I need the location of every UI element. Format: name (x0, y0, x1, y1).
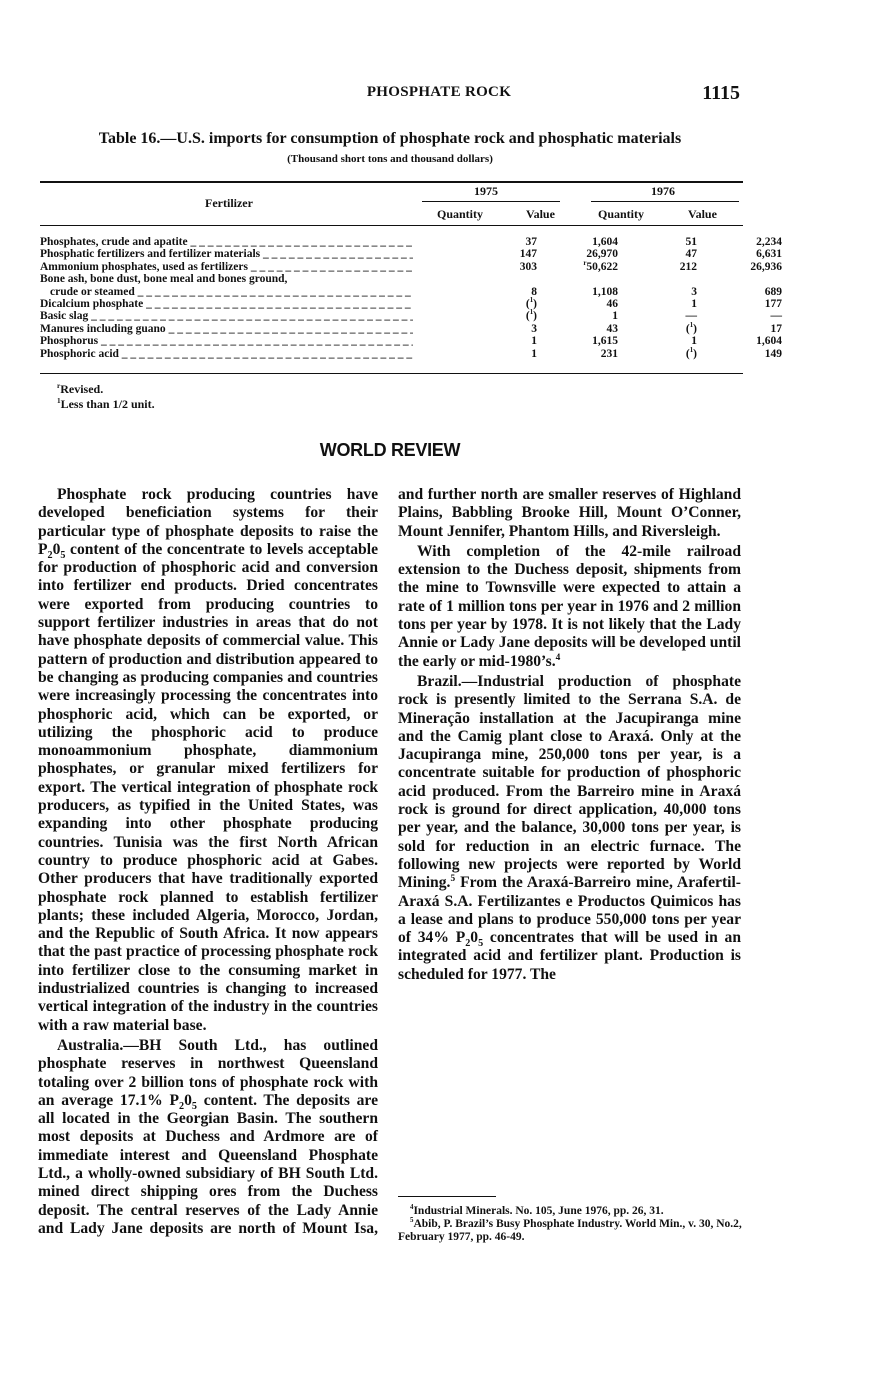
cell-value-1976: 177 (764, 297, 782, 310)
cell-quantity-1975: 37 (525, 236, 537, 248)
row-label: Dicalcium phosphate _ _ _ (40, 298, 413, 310)
paragraph-brazil: Brazil.—Industrial production of phosphate rock is presently limited to the Serrana S.A. de Mineração installation at the Jacupiranga mine and the Camig plant close to Araxá. Only at the Jacupiranga mine, 250,000 tons per year, is a concentrate suitable for production of phosphoric acid produced. From the Barreiro mine in Araxá rock is ground for direct application, 40,000 tons per year, and the balance, 30,000 tons per year, is sold for reduction in an electric furnace. The following new projects were reported by World Mining.$^5$ From the Araxá-Barreiro mine, Arafertil-Araxá S.A. Fertilizantes e Productos Quimicos has a lease and plans to produce 550,000 tons per year of 34% $P_20_5$ concentrates that will be used in an integrated acid and fertilizer plant. Production is scheduled for 1977. The (398, 672, 742, 983)
cell-quantity-1976: 47 (685, 248, 697, 261)
body-column-right (398, 486, 741, 984)
table-top-rule (40, 181, 743, 183)
year-1975-underline (422, 201, 560, 202)
cell-quantity-1975: 303 (519, 260, 537, 273)
table-row (40, 248, 782, 261)
run-in-heading: Australia. (57, 1036, 124, 1054)
cell-quantity-1975: ($^1$) (525, 309, 537, 323)
col-value-1975: Value (526, 207, 555, 221)
cell-value-1975: 46 (606, 297, 618, 310)
row-label: Basic slag _ _ _ (40, 310, 413, 322)
cell-value-1975: 231 (600, 347, 618, 360)
run-in-heading: Brazil. (417, 672, 462, 690)
footnote: $^4$Industrial Minerals. No. 105, June 1976, pp. 26, 31. (410, 1204, 664, 1217)
col-quantity-1976: Quantity (598, 207, 645, 221)
footnote-mark: 1 (57, 397, 61, 405)
table-body (40, 236, 782, 360)
footnote-ref: 5 (450, 874, 456, 885)
year-1976-header: 1976 (651, 184, 675, 198)
cell-value-1976: 1,604 (756, 335, 782, 348)
cell-quantity-1975: ($^1$) (525, 297, 537, 310)
paragraph: With completion of the 42-mile railroad extension to the Duchess deposit, shipments from the mine to Townsville were expected to attain a rate of 1 million tons per year in 1976 and 2 million tons per year by 1978. It is not likely that the Lady Annie or Lady Jane deposits will be developed until the early or mid-1980’s.$^4$ (398, 542, 741, 670)
table-row (40, 285, 782, 298)
cell-value-1975: 1,108 (592, 285, 618, 298)
cell-value-1975: 43 (606, 322, 618, 335)
table-row (40, 346, 782, 360)
paragraph: Phosphate rock producing countries have developed beneficiation systems for their particular type of phosphate deposits to raise the $P_20_5$ content of the concentrate to levels acceptable for production of phosphoric acid and conversion into fertilizer end products. Dried concentrates were exported from producing countries to support fertilizer industries in areas that do not have phosphate deposits of commercial value. This pattern of production and distribution appeared to be changing as producing companies and countries were increasingly processing the concentrates into phosphoric acid, which can be exported, or utilizing the phosphoric acid to produce monoammonium phosphate, diammonium phosphates, or granular mixed fertilizers for export. The vertical integration of phosphate rock producers, as typified in the United States, was expanding into other phosphate producing countries. Tunisia was the first North African country to produce phosphoric acid at Gabes. Other producers that have traditionally exported phosphate rock planned to establish fertilizer plants; these included Algeria, Morocco, Jordan, and the Republic of South Africa. It now appears that the past practice of processing phosphate rock into fertilizer close to the consuming market in industrialized countries is changing to increased vertical integration of the industry in the countries with a raw material base. (38, 486, 378, 1034)
cell-value-1976: 2,234 (756, 236, 782, 248)
cell-quantity-1976: 3 (691, 285, 697, 298)
cell-quantity-1976: 212 (679, 260, 697, 273)
stub-header: Fertilizer (205, 196, 253, 210)
cell-quantity-1976: 1 (691, 297, 697, 310)
row-label: Ammonium phosphates, used as fertilizers _ _ _ (40, 261, 413, 273)
body-column-left (38, 486, 378, 1238)
footnote: $^5$Abib, P. Brazil’s Busy Phosphate Industry. World Min., v. 30, No.2, February 1977, pp. 46-49. (398, 1217, 742, 1243)
cell-value-1975: 1,604 (592, 236, 618, 248)
row-label: Phosphoric acid _ _ _ (40, 348, 413, 360)
row-label: Phosphatic fertilizers and fertilizer materials _ _ _ (40, 248, 413, 260)
cell-quantity-1976: ($^1$) (685, 346, 697, 360)
footnote-mark: r (57, 382, 61, 390)
table-row (40, 309, 782, 323)
cell-value-1975-revised: $^r$50,622 (583, 259, 618, 273)
cell-quantity-1975: 147 (519, 248, 537, 261)
cell-value-1975: 26,970 (586, 248, 618, 261)
row-label: crude or steamed _ _ _ (40, 286, 413, 298)
page-footnotes (398, 1205, 743, 1244)
cell-quantity-1976: — (685, 310, 697, 323)
table-row (40, 321, 782, 335)
paragraph-australia: Australia.—BH South Ltd., has outlined phosphate reserves in northwest Queensland totaling over 2 billion tons of phosphate rock with an average 17.1% $P_20_5$ content. The deposits are all located in the Georgian Basin. The southern most deposits at Duchess and Ardmore are of immediate interest and Queensland Phosphate Ltd., a wholly-owned subsidiary of BH South Ltd. mined direct shipping ores from the Duchess deposit. The central reserves of the Lady Annie and Lady Jane deposits are north of Mount Isa, (38, 1036, 378, 1237)
table-row (40, 335, 782, 348)
footnote-ref: 4 (555, 652, 561, 663)
row-label: Phosphorus _ _ _ (40, 335, 413, 347)
cell-quantity-1976: 1 (691, 335, 697, 348)
row-label: Bone ash, bone dust, bone meal and bones ground, (40, 273, 288, 286)
row-label: Phosphates, crude and apatite _ _ _ (40, 236, 413, 248)
cell-quantity-1976: ($^1$) (685, 321, 697, 335)
running-title: PHOSPHATE ROCK (366, 84, 512, 100)
row-label: Manures including guano _ _ _ (40, 323, 413, 335)
cell-value-1976: 26,936 (750, 260, 782, 273)
section-heading: WORLD REVIEW (319, 440, 461, 460)
cell-value-1976: 17 (770, 322, 782, 335)
table-bottom-rule (40, 373, 743, 374)
table-subtitle: (Thousand short tons and thousand dollars) (287, 153, 493, 165)
cell-quantity-1975: 3 (531, 322, 537, 335)
cell-value-1976: 6,631 (756, 248, 782, 261)
cell-value-1976: 689 (764, 285, 782, 298)
col-value-1976: Value (688, 207, 717, 221)
cell-quantity-1976: 51 (685, 236, 697, 248)
cell-quantity-1975: 8 (531, 285, 537, 298)
cell-value-1975: 1 (612, 310, 618, 323)
table-title: Table 16.—U.S. imports for consumption of phosphate rock and phosphatic materials (98, 130, 682, 147)
table-row (40, 259, 782, 273)
cell-value-1976: 149 (764, 347, 782, 360)
cell-value-1976: — (770, 310, 782, 323)
cell-quantity-1975: 1 (531, 335, 537, 348)
table-row (40, 236, 782, 248)
table-row (40, 297, 782, 310)
page-number: 1115 (702, 82, 740, 104)
paragraph-australia-continued: and further north are smaller reserves of Highland Plains, Babbling Brooke Hill, Mount O’Conner, Mount Jennifer, Phantom Hills, and Riversleigh. (398, 486, 741, 540)
col-quantity-1975: Quantity (437, 207, 484, 221)
footnote-rule (398, 1196, 496, 1197)
cell-value-1975: 1,615 (592, 335, 618, 348)
table-footnote-revised: $^r$Revised. (57, 382, 104, 396)
header-bottom-rule (40, 225, 743, 226)
table-footnote-less-than: $^1$Less than 1/2 unit. (57, 397, 155, 411)
year-1975-header: 1975 (474, 184, 498, 198)
table-row (40, 273, 745, 285)
cell-quantity-1975: 1 (531, 347, 537, 360)
year-1976-underline (591, 201, 739, 202)
